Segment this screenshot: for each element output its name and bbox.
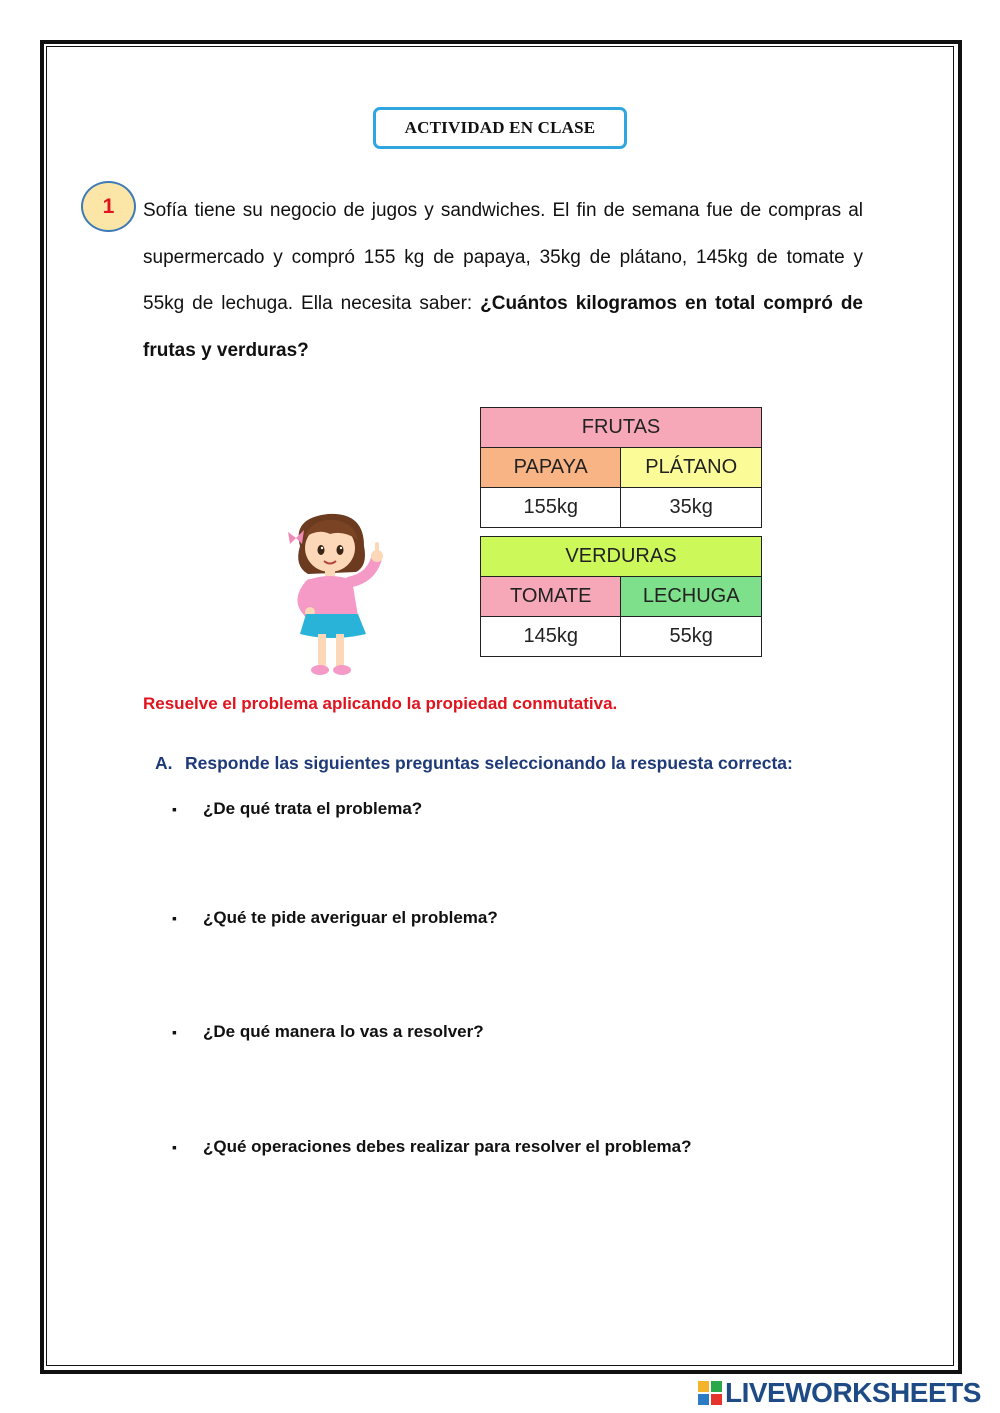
tomate-value: 145kg bbox=[481, 617, 621, 657]
bullet-icon: ▪ bbox=[172, 910, 177, 926]
bullet-icon: ▪ bbox=[172, 1139, 177, 1155]
question-text: ¿Qué te pide averiguar el problema? bbox=[203, 908, 498, 927]
section-a-heading bbox=[155, 753, 793, 774]
verduras-table bbox=[480, 536, 762, 657]
question-text: ¿De qué trata el problema? bbox=[203, 799, 423, 818]
papaya-value: 155kg bbox=[481, 488, 621, 528]
activity-title: ACTIVIDAD EN CLASE bbox=[373, 107, 627, 149]
question-item bbox=[172, 799, 422, 819]
bullet-icon: ▪ bbox=[172, 1024, 177, 1040]
bullet-icon: ▪ bbox=[172, 801, 177, 817]
problem-text: Sofía tiene su negocio de jugos y sandwiches. El fin de semana fue de compras al supermercado y compró 155 kg de papaya, 35kg de plátano, 145kg de tomate y 55kg de lechuga. Ella necesita saber: bbox=[143, 200, 863, 314]
section-a-text: Responde las siguientes preguntas seleccionando la respuesta correcta: bbox=[185, 753, 793, 773]
problem-question: ¿Cuántos kilogramos en total compró de frutas y verduras? bbox=[143, 293, 863, 361]
frutas-header: FRUTAS bbox=[481, 408, 762, 448]
lechuga-label: LECHUGA bbox=[621, 577, 762, 617]
question-item bbox=[172, 1022, 484, 1042]
frutas-table bbox=[480, 407, 762, 528]
papaya-label: PAPAYA bbox=[481, 448, 621, 488]
problem-statement bbox=[143, 188, 863, 374]
question-item bbox=[172, 908, 498, 928]
question-item bbox=[172, 1137, 691, 1157]
lechuga-value: 55kg bbox=[621, 617, 762, 657]
tomate-label: TOMATE bbox=[481, 577, 621, 617]
question-text: ¿Qué operaciones debes realizar para resolver el problema? bbox=[203, 1137, 692, 1156]
problem-number-badge: 1 bbox=[81, 181, 136, 232]
instruction-text: Resuelve el problema aplicando la propiedad conmutativa. bbox=[143, 694, 618, 713]
platano-value: 35kg bbox=[621, 488, 762, 528]
verduras-header: VERDURAS bbox=[481, 537, 762, 577]
question-text: ¿De qué manera lo vas a resolver? bbox=[203, 1022, 484, 1041]
platano-label: PLÁTANO bbox=[621, 448, 762, 488]
section-a-letter: A. bbox=[155, 753, 173, 773]
brand-text: LIVEWORKSHEETS bbox=[725, 1377, 981, 1408]
liveworksheets-logo-icon bbox=[698, 1381, 722, 1405]
girl-illustration bbox=[278, 508, 390, 680]
liveworksheets-brand bbox=[698, 1378, 981, 1408]
